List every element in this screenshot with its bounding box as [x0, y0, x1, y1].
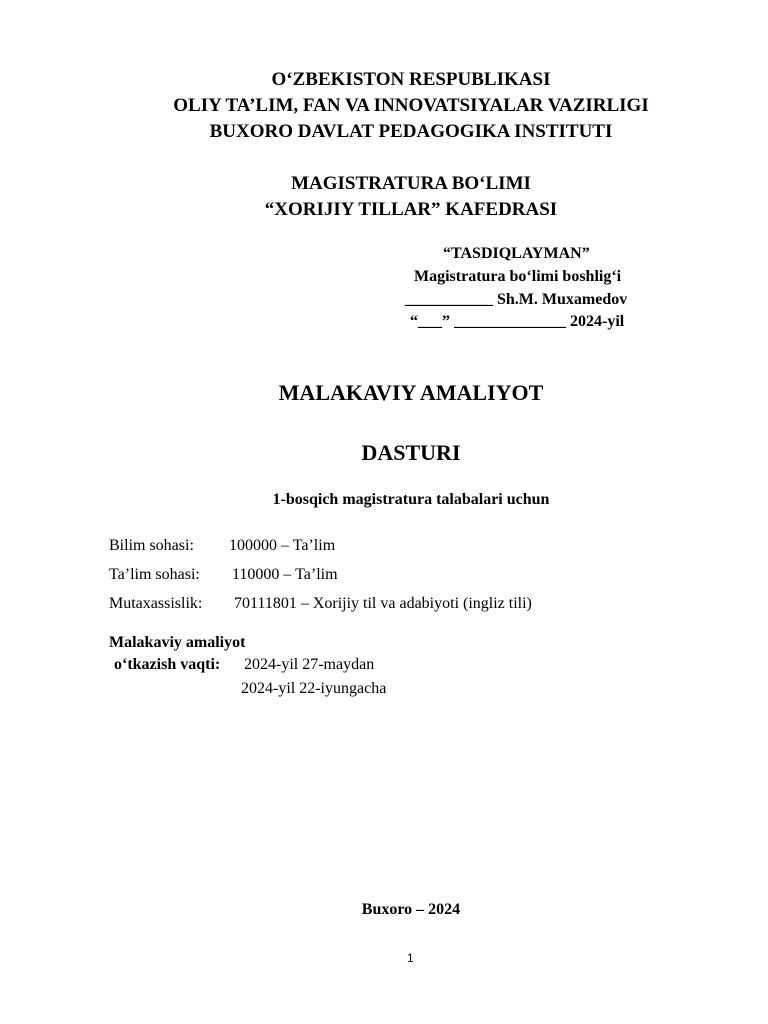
field-value-mutaxassislik: 70111801 – Xorijiy til va adabiyoti (ingliz tili) — [234, 595, 532, 612]
practice-time-label: o‘tkazish vaqti: — [114, 656, 221, 673]
approval-title: “TASDIQLAYMAN” — [443, 245, 590, 262]
audience-line: 1-bosqich magistratura talabalari uchun — [272, 491, 550, 508]
ministry-country-heading: O‘ZBEKISTON RESPUBLIKASI — [271, 69, 551, 90]
field-value-talim-sohasi: 110000 – Ta’lim — [232, 566, 338, 583]
chair-heading: “XORIJIY TILLAR” KAFEDRASI — [264, 199, 558, 220]
field-label-talim-sohasi: Ta’lim sohasi: — [109, 566, 200, 583]
document-subtitle: DASTURI — [361, 440, 461, 465]
approval-date: “___” ______________ 2024-yil — [410, 313, 625, 330]
city-year: Buxoro – 2024 — [361, 901, 461, 918]
institute-heading: BUXORO DAVLAT PEDAGOGIKA INSTITUTI — [209, 121, 613, 142]
field-label-mutaxassislik: Mutaxassislik: — [109, 595, 203, 612]
field-value-bilim-sohasi: 100000 – Ta’lim — [229, 537, 336, 554]
department-heading: MAGISTRATURA BO‘LIMI — [291, 173, 531, 194]
field-label-bilim-sohasi: Bilim sohasi: — [109, 537, 194, 554]
practice-end-date: 2024-yil 22-iyungacha — [241, 680, 387, 697]
practice-start-date: 2024-yil 27-maydan — [244, 656, 375, 673]
approval-signature: ___________ Sh.M. Muxamedov — [405, 291, 628, 308]
document-title: MALAKAVIY AMALIYOT — [278, 380, 544, 405]
page-number: 1 — [407, 951, 414, 965]
approval-position: Magistratura bo‘limi boshlig‘i — [414, 268, 622, 285]
practice-label: Malakaviy amaliyot — [109, 634, 246, 651]
ministry-heading: OLIY TA’LIM, FAN VA INNOVATSIYALAR VAZIRLIGI — [173, 95, 649, 116]
